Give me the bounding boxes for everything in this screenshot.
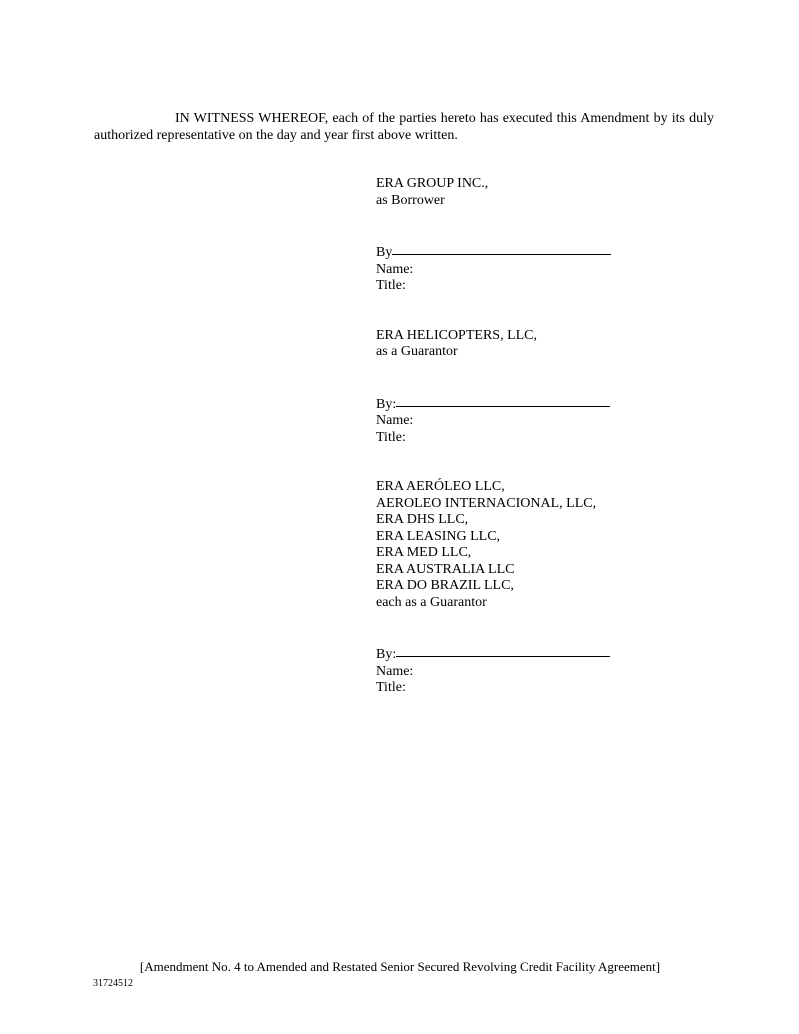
by-label: By xyxy=(376,245,393,260)
title-label: Title: xyxy=(376,680,406,695)
entity-name-line: ERA DO BRAZIL LLC, xyxy=(376,578,514,593)
footer-caption xyxy=(0,959,799,976)
entity-name-line: ERA HELICOPTERS, LLC, xyxy=(376,327,538,343)
entity-role-line: each as a Guarantor xyxy=(376,594,487,610)
signature-lines xyxy=(376,242,736,295)
by-row xyxy=(376,644,736,664)
title-label: Title: xyxy=(376,278,406,293)
signature-block-borrower xyxy=(376,176,736,295)
title-label: Title: xyxy=(376,429,406,445)
by-row xyxy=(376,394,736,414)
name-label: Name: xyxy=(376,413,414,428)
name-label: Name: xyxy=(376,261,414,277)
entity-name-line: ERA GROUP INC., xyxy=(376,176,489,191)
entity-name-block xyxy=(376,328,736,361)
signature-line[interactable] xyxy=(396,394,610,407)
entity-name-line: AEROLEO INTERNACIONAL, LLC, xyxy=(376,495,597,511)
footer-caption-text: [Amendment No. 4 to Amended and Restated Senior Secured Revolving Credit Facility Agreement] xyxy=(139,959,661,974)
signature-line[interactable] xyxy=(396,644,610,657)
entity-name-line: ERA DHS LLC, xyxy=(376,512,469,527)
signature-block-guarantors xyxy=(376,479,736,697)
name-label: Name: xyxy=(376,663,414,679)
by-row xyxy=(376,242,736,262)
signature-lines xyxy=(376,644,736,697)
entity-role-line: as Borrower xyxy=(376,192,445,208)
entity-name-block xyxy=(376,176,736,209)
entity-name-line: ERA LEASING LLC, xyxy=(376,528,501,544)
by-label: By: xyxy=(376,647,397,662)
signature-lines xyxy=(376,394,736,447)
entity-name-line: ERA AERÓLEO LLC, xyxy=(376,479,505,494)
entity-name-block xyxy=(376,479,736,611)
signature-block-helicopters xyxy=(376,328,736,447)
entity-name-line: ERA MED LLC, xyxy=(376,545,472,560)
entity-name-line: ERA AUSTRALIA LLC xyxy=(376,561,515,577)
witness-paragraph: IN WITNESS WHEREOF, each of the parties hereto has executed this Amendment by its duly authorized representative on the day and year first above written. xyxy=(94,111,714,143)
signature-section xyxy=(376,176,736,697)
by-label: By: xyxy=(376,396,397,412)
entity-role-line: as a Guarantor xyxy=(376,344,458,359)
signature-line[interactable] xyxy=(392,242,611,255)
document-number: 31724512 xyxy=(93,978,133,989)
